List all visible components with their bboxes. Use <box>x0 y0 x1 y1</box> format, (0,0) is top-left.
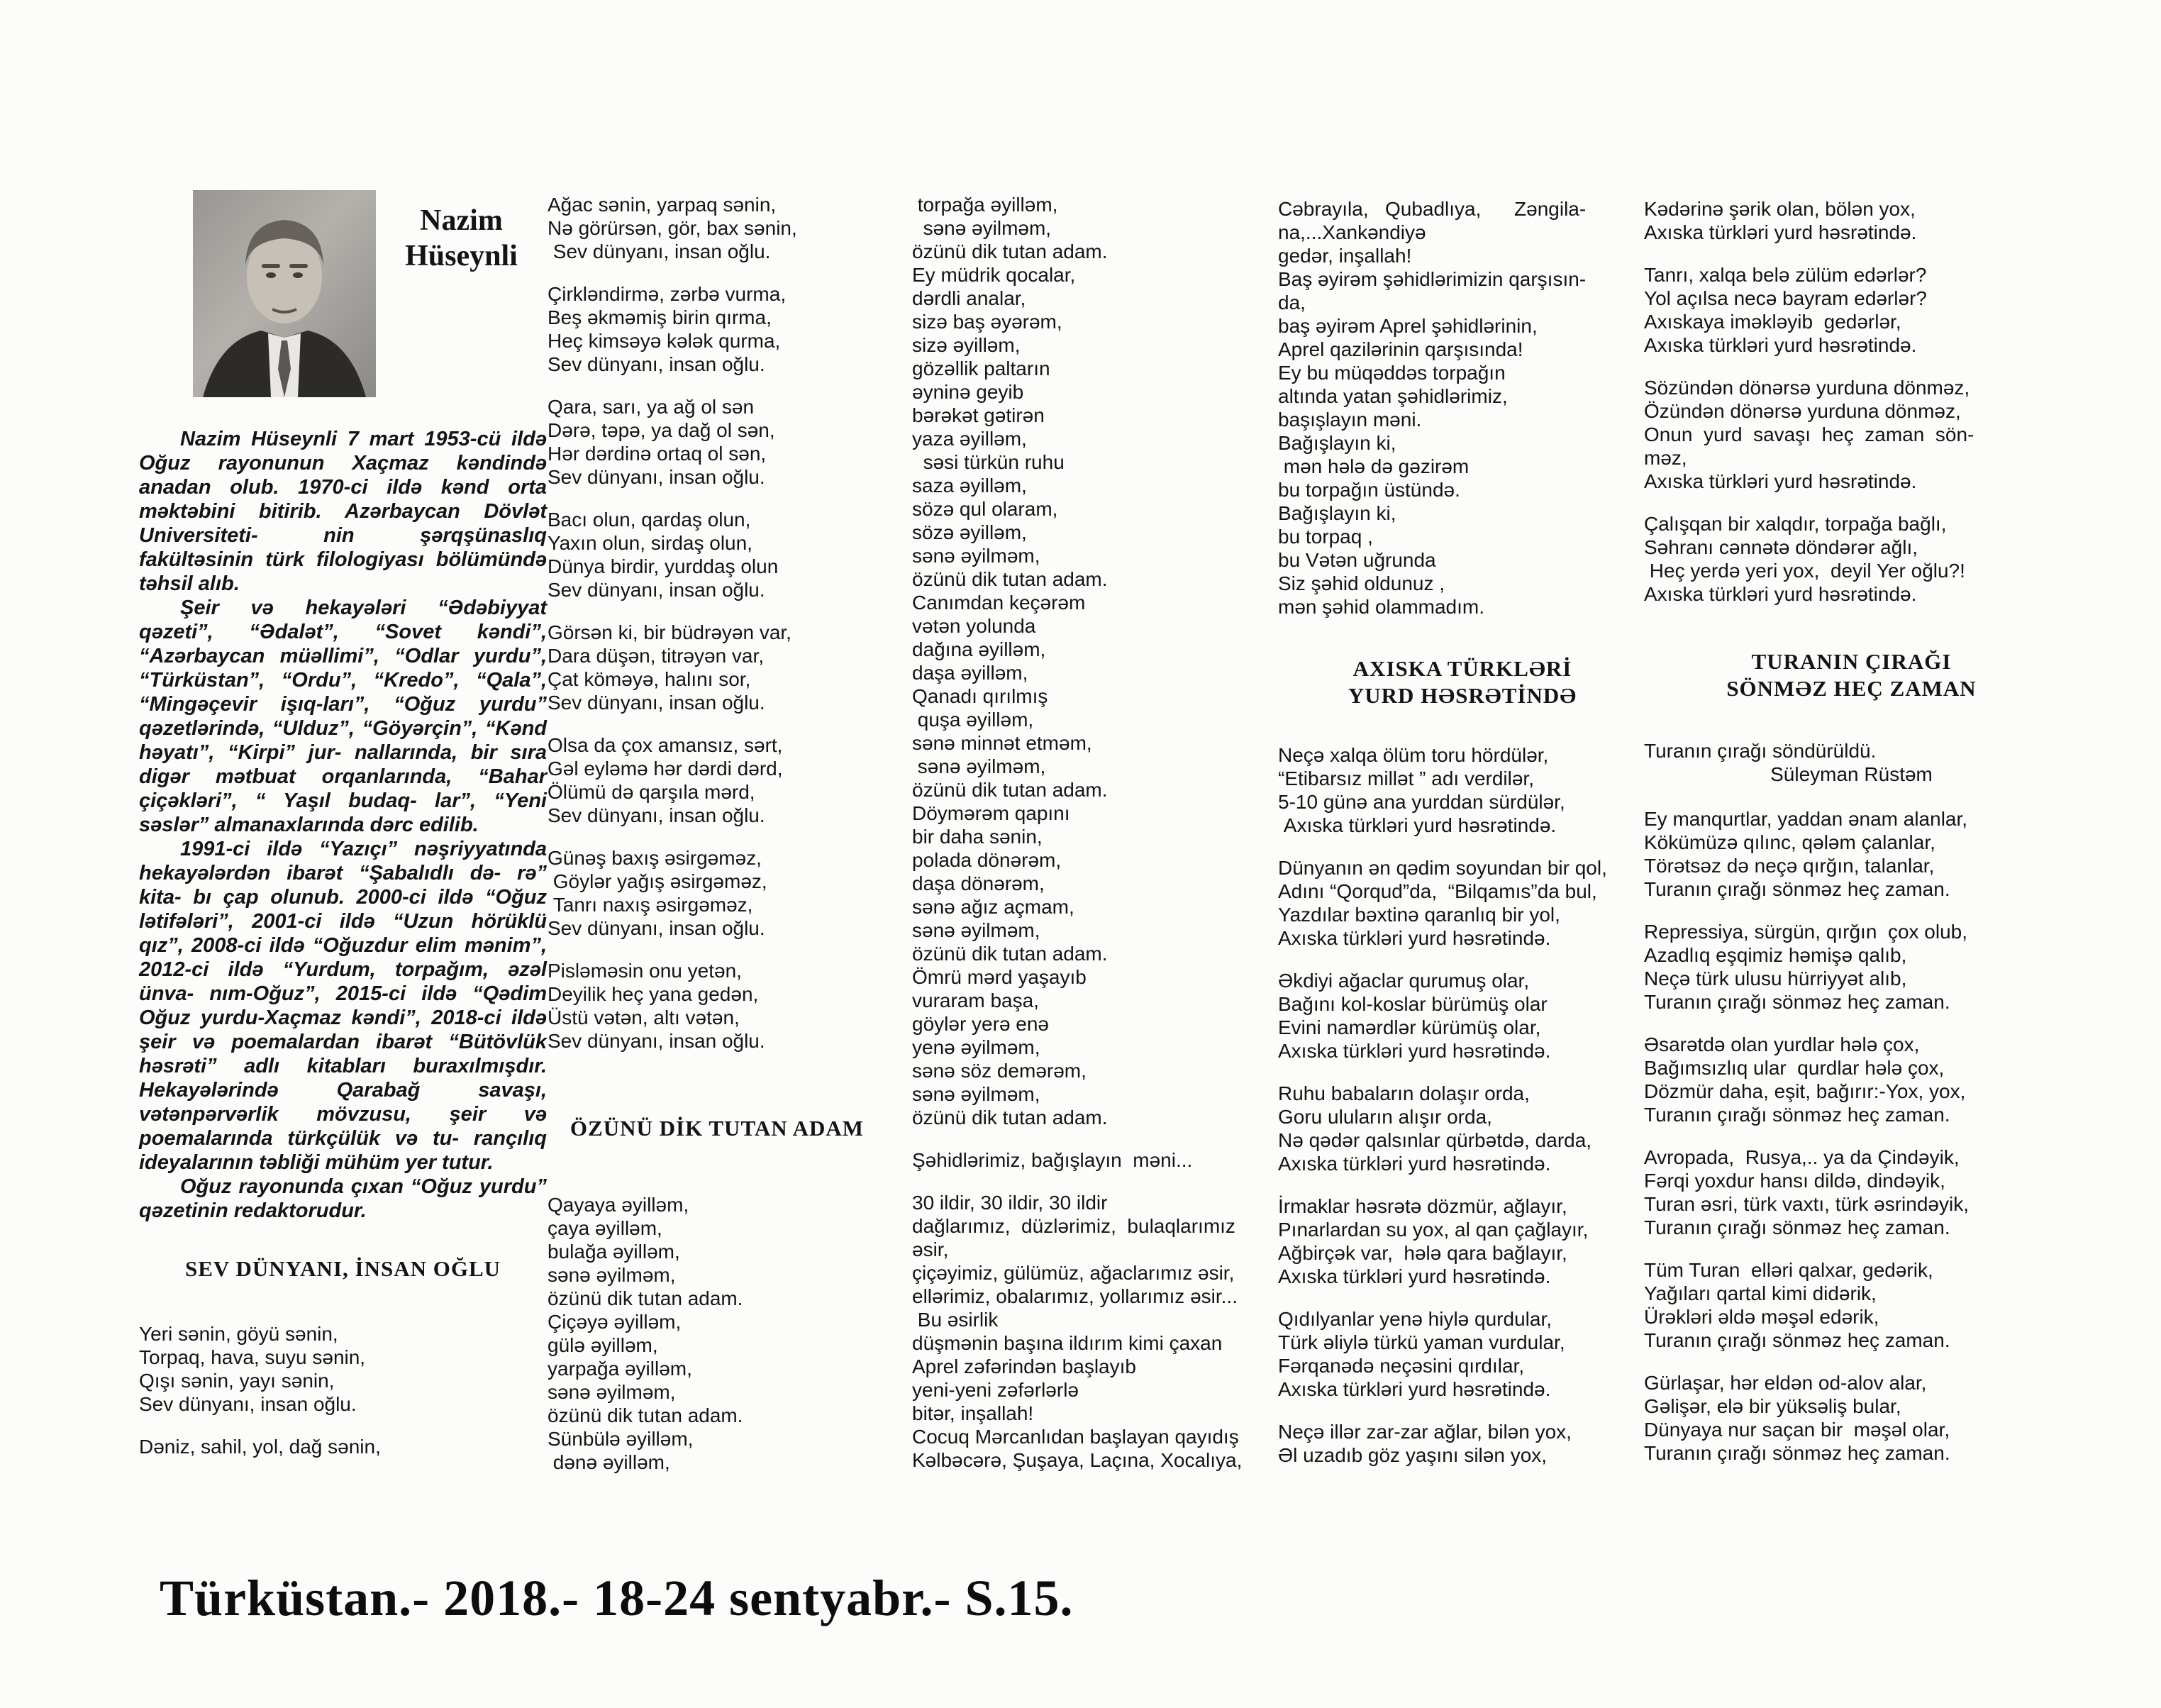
poem-stanza <box>1644 1033 2059 1126</box>
poem-line: Görsən ki, bir büdrəyən var, <box>548 621 791 643</box>
poem-line: Sev dünyanı, insan oğlu. <box>548 466 765 488</box>
poem-line: vətən yolunda <box>912 615 1036 637</box>
poem-line: bulağa əyilləm, <box>548 1241 680 1263</box>
column-5 <box>1644 197 2059 1484</box>
poem-line: Axıska türkləri yurd həsrətində. <box>1644 583 1917 605</box>
poem-line: Aprel zəfərindən başlayıb <box>912 1355 1136 1377</box>
column-1 <box>139 190 547 1477</box>
poem-line: sənə əyilməm, <box>912 919 1040 941</box>
poem-line: Əsarətdə olan yurdlar hələ çox, <box>1644 1033 1920 1055</box>
poem-line: özünü dik tutan adam. <box>912 943 1108 965</box>
biography <box>139 427 547 1223</box>
poem-line: Deyilik heç yana gedən, <box>548 983 759 1005</box>
bio-paragraph: Şeir və hekayələri “Ədəbiyyat qəzeti”, “Ədalət”, “Sovet kəndi”, “Azərbaycan müəllimi”, “Odlar yurdu”, “Türküstan”, “Ordu”, “Kredo”, “Qala”, “Mingəçevir işıq-ları”, “Oğuz yurdu” qəzetlərində, “Ulduz”, “Göyərçin”, “Kənd həyatı”, “Kirpi” jur- nallarında, bir sıra digər mətbuat orqanlarında, “Bahar çiçəkləri”, “ Yaşıl budaq- lar”, “Yeni səslər” almanaxlarında dərc edilib. <box>139 597 547 836</box>
poem-line: Neçə xalqa ölüm toru hördülər, <box>1278 744 1549 766</box>
poem-stanza <box>1644 197 2059 244</box>
poem-line: Sev dünyanı, insan oğlu. <box>548 240 771 262</box>
poem-line: Axıska türkləri yurd həsrətində. <box>1278 927 1551 949</box>
poem-turanin-ciragi <box>1644 807 2059 1465</box>
poem-line: Tanrı, xalqa belə zülüm edərlər? <box>1644 264 1927 286</box>
poem-line: Fərqi yoxdur hansı dildə, dindəyik, <box>1644 1170 1945 1192</box>
poem-line: Çirkləndirmə, zərbə vurma, <box>548 283 787 305</box>
poem-line: Turanın çırağı sönməz heç zaman. <box>1644 1104 1950 1126</box>
poem-stanza <box>1278 1194 1647 1288</box>
poem-stanza <box>1644 263 2059 357</box>
poem-line: yenə əyilməm, <box>912 1036 1040 1058</box>
poem-line: Bağışlayın ki, <box>1278 502 1396 524</box>
poem-ozunu-dik-tutan-adam-continued <box>912 193 1295 1472</box>
poem-title-ozunu-dik-tutan-adam: ÖZÜNÜ DİK TUTAN ADAM <box>570 1116 865 1141</box>
poem-line: Dərə, təpə, ya dağ ol sən, <box>548 419 775 441</box>
poem-line: sənə əyilməm, <box>912 545 1040 567</box>
poem-line: Gürlaşar, hər eldən od-alov alar, <box>1644 1372 1927 1394</box>
poem-stanza <box>1278 969 1647 1063</box>
poem-line: Şəhidlərimiz, bağışlayın məni... <box>912 1149 1193 1171</box>
poem-line: sənə əyilməm, <box>548 1381 676 1403</box>
poem-stanza <box>912 193 1295 1129</box>
poem-line: özünü dik tutan adam. <box>912 568 1108 590</box>
poem-sev-dunyani-continued <box>548 193 887 1053</box>
poem-stanza <box>1278 1420 1647 1467</box>
poem-line: Dözmür daha, eşit, bağırır:-Yox, yox, <box>1644 1080 1966 1102</box>
poem-line: Tüm Turan elləri qalxar, gedərik, <box>1644 1259 1933 1281</box>
poem-line: Qara, sarı, ya ağ ol sən <box>548 396 755 418</box>
poem-line: səsi türkün ruhu <box>912 451 1065 473</box>
poem-line: Neçə illər zar-zar ağlar, bilən yox, <box>1278 1421 1572 1443</box>
poem-title-axiska-turkleri <box>1278 655 1647 709</box>
poem-stanza <box>548 621 887 714</box>
poem-line: Heç kimsəyə kələk qurma, <box>548 330 781 352</box>
poem-line: Nə qədər qalsınlar qürbətdə, darda, <box>1278 1129 1592 1151</box>
poem-line: Ölümü də qarşıla mərd, <box>548 781 755 803</box>
poem-line: torpağa əyilləm, <box>912 194 1058 216</box>
poem-line: Dünyanın ən qədim soyundan bir qol, <box>1278 857 1607 879</box>
author-first-name: Nazim <box>420 204 503 237</box>
poem-line: altında yatan şəhidlərimiz, <box>1278 385 1508 407</box>
poem-line: Repressiya, sürgün, qırğın çox olub, <box>1644 921 1968 943</box>
poem-line: quşa əyilləm, <box>912 709 1034 731</box>
poem-line: Axıskaya iməkləyib gedərlər, <box>1644 311 1901 333</box>
poem-axiska-turkleri <box>1278 743 1647 1467</box>
poem-line: bu torpaq , <box>1278 526 1373 548</box>
poem-line: na,...Xankəndiyə <box>1278 221 1426 243</box>
poem-ozunu-dik-tutan-adam <box>548 1193 887 1474</box>
poem-line: Sev dünyanı, insan oğlu. <box>548 1030 765 1052</box>
poem-line: Axıska türkləri yurd həsrətində. <box>1278 1040 1551 1062</box>
poem-title-turanin-ciragi <box>1644 648 2059 702</box>
poem-line: Nə görürsən, gör, bax sənin, <box>548 217 797 239</box>
poem-title-axiska-line2: YURD HƏSRƏTİNDƏ <box>1348 683 1577 708</box>
poem-axiska-turkleri-continued <box>1644 197 2059 606</box>
poem-continued-sehidler <box>1278 197 1647 619</box>
poem-stanza <box>548 395 887 489</box>
poem-line: mən hələ də gəzirəm <box>1278 455 1470 477</box>
poem-line: Pınarlardan su yox, al qan çağlayır, <box>1278 1219 1589 1241</box>
poem-line: özünü dik tutan adam. <box>912 1107 1108 1128</box>
poem-line: Dünya birdir, yurddaş olun <box>548 555 779 577</box>
poem-line: Qışı sənin, yayı sənin, <box>139 1370 335 1392</box>
poem-line: sənə əyilməm, <box>912 217 1052 239</box>
poem-line: Axıska türkləri yurd həsrətində. <box>1278 1265 1551 1287</box>
poem-stanza <box>1644 1258 2059 1352</box>
poem-line: Olsa da çox amansız, sərt, <box>548 734 783 756</box>
poem-line: bitər, inşallah! <box>912 1402 1034 1424</box>
poem-line: Ruhu babaların dolaşır orda, <box>1278 1082 1530 1104</box>
poem-line: sənə minnət etməm, <box>912 732 1092 754</box>
poem-line: Goru uluların alışır orda, <box>1278 1106 1492 1128</box>
poem-line: sizə əyilləm, <box>912 334 1021 356</box>
poem-line: Beş əkməmiş birin qırma, <box>548 306 772 328</box>
poem-line: Ey manqurtlar, yaddan ənam alanlar, <box>1644 808 1968 830</box>
poem-sev-dunyani <box>139 1322 547 1458</box>
poem-stanza <box>912 1148 1295 1172</box>
poem-line: Səhranı cənnətə döndərər ağlı, <box>1644 536 1918 558</box>
poem-line: sənə söz demərəm, <box>912 1060 1087 1082</box>
poem-line: sənə ağız açmam, <box>912 896 1074 918</box>
poem-line: Aprel qazilərinin qarşısında! <box>1278 338 1523 360</box>
poem-line: Əl uzadıb göz yaşını silən yox, <box>1278 1444 1548 1466</box>
poem-line: Ürəkləri əldə məşəl edərik, <box>1644 1306 1879 1328</box>
poem-line: Avropada, Rusya,.. ya da Çindəyik, <box>1644 1146 1960 1168</box>
poem-stanza <box>1644 1371 2059 1465</box>
poem-stanza <box>1644 807 2059 901</box>
poem-line: Adını “Qorqud”da, “Bilqamıs”da bul, <box>1278 880 1597 902</box>
poem-stanza <box>139 1322 547 1416</box>
poem-line: Ağbirçək var, hələ qara bağlayır, <box>1278 1242 1567 1264</box>
poem-title-axiska-line1: AXISKA TÜRKLƏRİ <box>1352 656 1572 681</box>
poem-line: çaya əyilləm, <box>548 1217 662 1239</box>
poem-line: sizə baş əyərəm, <box>912 311 1062 333</box>
poem-line: Turanın çırağı sönməz heç zaman. <box>1644 878 1950 900</box>
poem-line: daşa əyilləm, <box>912 662 1028 684</box>
poem-line: özünü dik tutan adam. <box>548 1287 743 1309</box>
poem-line: “Etibarsız millət ” adı verdilər, <box>1278 767 1534 789</box>
bio-paragraph: Oğuz rayonunda çıxan “Oğuz yurdu” qəzetinin redaktorudur. <box>139 1175 547 1222</box>
poem-line: Günəş baxış əsirgəməz, <box>548 847 762 869</box>
poem-line: özünü dik tutan adam. <box>548 1404 743 1426</box>
poem-line: Qanadı qırılmış <box>912 685 1048 707</box>
poem-line: ellərimiz, obalarımız, yollarımız əsir... <box>912 1285 1238 1307</box>
poem-line: Turanın çırağı sönməz heç zaman. <box>1644 1442 1950 1464</box>
poem-line: Qıdılyanlar yenə hiylə qurdular, <box>1278 1308 1552 1330</box>
poem-line: Dəniz, sahil, yol, dağ sənin, <box>139 1436 381 1458</box>
poem-line: Yeri sənin, göyü sənin, <box>139 1323 338 1345</box>
poem-line: Sev dünyanı, insan oğlu. <box>548 917 765 939</box>
poem-line: Sev dünyanı, insan oğlu. <box>548 353 765 375</box>
poem-line: Turanın çırağı sönməz heç zaman. <box>1644 1216 1950 1238</box>
poem-line: bərəkət gətirən <box>912 404 1045 426</box>
poem-line: Dünyaya nur saçan bir məşəl olar, <box>1644 1419 1950 1441</box>
poem-line: yeni-yeni zəfərlərlə <box>912 1379 1079 1401</box>
poem-line: gülə əyilləm, <box>548 1334 658 1356</box>
poem-stanza <box>139 1435 547 1458</box>
poem-line: Cəbrayıla, Qubadlıya, Zəngila- <box>1278 198 1587 220</box>
poem-stanza <box>1644 376 2059 493</box>
poem-line: vuraram başa, <box>912 989 1039 1011</box>
poem-line: sözə qul olaram, <box>912 498 1058 520</box>
poem-line: çiçəyimiz, gülümüz, ağaclarımız əsir, <box>912 1262 1235 1284</box>
poem-line: Bağını kol-koslar bürümüş olar <box>1278 993 1548 1015</box>
poem-line: Çat köməyə, halını sor, <box>548 668 751 690</box>
poem-line: dağlarımız, düzlərimiz, bulaqlarımız <box>912 1215 1235 1237</box>
poem-line: Gəlişər, elə bir yüksəliş bular, <box>1644 1395 1901 1417</box>
poem-line: Törətsəz də neçə qırğın, talanlar, <box>1644 855 1935 877</box>
poem-line: Hər dərdinə ortaq ol sən, <box>548 443 767 465</box>
poem-line: Tanrı naxış əsirgəməz, <box>548 894 753 916</box>
poem-line: daşa dönərəm, <box>912 872 1045 894</box>
poem-line: özünü dik tutan adam. <box>912 240 1108 262</box>
poem-title-sev-dunyani: SEV DÜNYANI, İNSAN OĞLU <box>184 1256 501 1281</box>
poem-stanza <box>548 1193 887 1474</box>
poem-line: Torpaq, hava, suyu sənin, <box>139 1346 366 1368</box>
author-block <box>139 190 547 397</box>
poem-line: mən şəhid olammadım. <box>1278 596 1485 618</box>
poem-line: Göylər yağış əsirgəməz, <box>548 870 767 892</box>
poem-line: yarpağa əyilləm, <box>548 1358 692 1380</box>
poem-line: Türk əliylə türkü yaman vurdular, <box>1278 1331 1565 1353</box>
poem-stanza <box>1644 512 2059 606</box>
poem-line: Turan əsri, türk vaxtı, türk əsrindəyik, <box>1644 1193 1969 1215</box>
poem-line: Axıska türkləri yurd həsrətində. <box>1278 814 1557 836</box>
poem-stanza <box>548 508 887 601</box>
poem-stanza <box>1278 1082 1647 1175</box>
poem-line: Azadlıq eşqimiz həmişə qalıb, <box>1644 944 1907 966</box>
poem-line: düşmənin başına ildırım kimi çaxan <box>912 1332 1223 1354</box>
poem-stanza <box>912 1191 1295 1472</box>
poem-line: sənə əyilməm, <box>912 755 1046 777</box>
poem-line: Özündən dönərsə yurduna dönməz, <box>1644 400 1961 422</box>
poem-line: Sünbülə əyilləm, <box>548 1428 694 1450</box>
poem-line: da, <box>1278 292 1306 314</box>
poem-line: yaza əyilləm, <box>912 428 1027 450</box>
poem-line: Siz şəhid oldunuz , <box>1278 572 1445 594</box>
poem-line: baş əyirəm Aprel şəhidlərinin, <box>1278 315 1538 337</box>
poem-line: Heç yerdə yeri yox, deyil Yer oğlu?! <box>1644 560 1965 582</box>
poem-line: məz, <box>1644 447 1687 469</box>
poem-stanza <box>1644 1146 2059 1239</box>
poem-line: əyninə geyib <box>912 381 1024 403</box>
poem-epigraph: Turanın çırağı söndürüldü. <box>1644 740 1877 762</box>
poem-line: Sev dünyanı, insan oğlu. <box>548 579 765 601</box>
poem-line: Yaxın olun, sirdaş olun, <box>548 532 752 554</box>
poem-line: gedər, inşallah! <box>1278 245 1412 267</box>
poem-stanza <box>548 193 887 263</box>
author-last-name: Hüseynli <box>405 240 518 272</box>
poem-line: Kədərinə şərik olan, bölən yox, <box>1644 198 1916 220</box>
poem-line: Axıska türkləri yurd həsrətində. <box>1278 1378 1551 1400</box>
poem-line: Onun yurd savaşı heç zaman sön- <box>1644 423 1974 445</box>
poem-line: Turanın çırağı sönməz heç zaman. <box>1644 1329 1950 1351</box>
citation-footer: Türküstan.- 2018.- 18-24 sentyabr.- S.15. <box>160 1570 1074 1626</box>
poem-line: Bacı olun, qardaş olun, <box>548 509 751 531</box>
poem-line: Gəl eyləmə hər dərdi dərd, <box>548 758 783 780</box>
author-name <box>376 190 547 274</box>
poem-line: Axıska türkləri yurd həsrətində. <box>1644 470 1917 492</box>
poem-stanza <box>548 846 887 940</box>
poem-stanza <box>1278 743 1647 837</box>
poem-line: 30 ildir, 30 ildir, 30 ildir <box>912 1192 1108 1214</box>
poem-stanza <box>1644 920 2059 1014</box>
poem-stanza <box>548 282 887 376</box>
poem-line: Axıska türkləri yurd həsrətində. <box>1644 334 1917 356</box>
column-4 <box>1278 197 1647 1486</box>
poem-line: Kəlbəcərə, Şuşaya, Laçına, Xocalıya, <box>912 1449 1243 1471</box>
poem-line: Əkdiyi ağaclar qurumuş olar, <box>1278 970 1530 992</box>
poem-title-turanin-line1: TURANIN ÇIRAĞI <box>1751 649 1952 674</box>
poem-line: Canımdan keçərəm <box>912 592 1086 614</box>
poem-line: Ey bu müqəddəs torpağın <box>1278 362 1506 384</box>
poem-stanza <box>548 733 887 827</box>
poem-line: Turanın çırağı sönməz heç zaman. <box>1644 991 1950 1013</box>
poem-line: əsir, <box>912 1238 949 1260</box>
bio-paragraph: 1991-ci ildə “Yazıçı” nəşriyyatında hekayələrdən ibarət “Şabalıdlı də- rə” kita- bı çap olunub. 2000-ci ildə “Oğuz lətifələri”, 2001-ci ildə “Uzun hörüklü qız”, 2008-ci ildə “Oğuzdur elim mənim”, 2012-ci ildə “Yurdum, torpağım, əzəl ünva- nım-Oğuz”, 2015-ci ildə “Qədim Oğuz yurdu-Xaçmaz kəndi”, 2018-ci ildə şeir və poemalardan ibarət “Bütövlük həsrəti” adlı kitabları buraxılmışdır. Hekayələrində Qarabağ savaşı, vətənpərvərlik mövzusu, şeir və poemalarında türkçülük və tu- rançılıq ideyalarının təbliği mühüm yer tutur. <box>139 838 547 1174</box>
poem-stanza <box>548 959 887 1053</box>
poem-line: Axıska türkləri yurd həsrətində. <box>1278 1153 1551 1175</box>
poem-line: sənə əyilməm, <box>912 1083 1040 1105</box>
poem-line: Evini namərdlər kürümüş olar, <box>1278 1016 1541 1038</box>
poem-line: bu Vətən uğrunda <box>1278 549 1436 571</box>
poem-line: Bağımsızlıq ular qurdlar hələ çox, <box>1644 1057 1945 1079</box>
poem-line: özünü dik tutan adam. <box>912 779 1108 801</box>
poem-line: bir daha sənin, <box>912 826 1043 848</box>
poem-epigraph-attribution: Süleyman Rüstəm <box>1770 763 1933 785</box>
poem-line: Bu əsirlik <box>912 1309 999 1331</box>
poem-line: göylər yerə enə <box>912 1013 1050 1035</box>
poem-line: Cocuq Mərcanlıdan başlayan qayıdış <box>912 1426 1239 1448</box>
poem-line: Neçə türk ulusu hürriyyət alıb, <box>1644 967 1907 989</box>
column-2 <box>548 193 887 1493</box>
poem-line: Axıska türkləri yurd həsrətində. <box>1644 221 1917 243</box>
poem-line: Baş əyirəm şəhidlərimizin qarşısın- <box>1278 268 1587 290</box>
poem-line: polada dönərəm, <box>912 849 1062 871</box>
poem-line: dənə əyilləm, <box>548 1451 670 1473</box>
poem-line: Sev dünyanı, insan oğlu. <box>548 692 765 714</box>
column-3 <box>912 193 1295 1491</box>
poem-line: sənə əyilməm, <box>548 1264 676 1286</box>
poem-line: 5-10 günə ana yurddan sürdülər, <box>1278 791 1565 813</box>
poem-line: Dara düşən, titrəyən var, <box>548 645 765 667</box>
poem-line: Sözündən dönərsə yurduna dönməz, <box>1644 377 1970 399</box>
poem-line: Yazdılar bəxtinə qaranlıq bir yol, <box>1278 904 1560 926</box>
poem-line: Fərqanədə neçəsini qırdılar, <box>1278 1355 1525 1377</box>
poem-line: Çalışqan bir xalqdır, torpağa bağlı, <box>1644 513 1947 535</box>
poem-line: Yol açılsa necə bayram edərlər? <box>1644 287 1927 309</box>
poem-line: dağına əyilləm, <box>912 638 1046 660</box>
poem-stanza <box>1278 856 1647 950</box>
poem-line: saza əyilləm, <box>912 475 1027 497</box>
poem-line: Qayaya əyilləm, <box>548 1194 689 1216</box>
poem-line: Ey müdrik qocalar, <box>912 264 1076 286</box>
poem-line: Üstü vətən, altı vətən, <box>548 1006 740 1028</box>
poem-line: Döymərəm qapını <box>912 802 1070 824</box>
poem-line: Sev dünyanı, insan oğlu. <box>139 1393 357 1415</box>
poem-line: Bağışlayın ki, <box>1278 432 1396 454</box>
poem-line: Ömrü mərd yaşayıb <box>912 966 1087 988</box>
poem-line: Yağıları qartal kimi didərik, <box>1644 1282 1877 1304</box>
poem-line: Ağac sənin, yarpaq sənin, <box>548 194 777 216</box>
poem-line: İrmaklar həsrətə dözmür, ağlayır, <box>1278 1195 1567 1217</box>
author-photo <box>193 190 376 397</box>
poem-title-turanin-line2: SÖNMƏZ HEÇ ZAMAN <box>1726 676 1977 701</box>
poem-line: Pisləməsin onu yetən, <box>548 960 742 982</box>
poem-line: bu torpağın üstündə. <box>1278 479 1460 501</box>
poem-line: başışlayın məni. <box>1278 409 1422 431</box>
poem-stanza <box>1278 197 1647 619</box>
poem-line: gözəllik paltarın <box>912 357 1050 379</box>
portrait-illustration <box>193 190 376 397</box>
poem-line: Çiçəyə əyilləm, <box>548 1311 682 1333</box>
bio-paragraph: Nazim Hüseynli 7 mart 1953-cü ildə Oğuz rayonunun Xaçmaz kəndində anadan olub. 1970-ci ildə kənd orta məktəbini bitirib. Azərbaycan Dövlət Universiteti- nin şərqşünaslıq fakültəsinin türk filologiyası bölümündə təhsil alıb. <box>139 428 547 595</box>
poem-line: dərdli analar, <box>912 287 1026 309</box>
poem-line: Sev dünyanı, insan oğlu. <box>548 804 765 826</box>
poem-stanza <box>1278 1307 1647 1401</box>
poem-line: sözə əyilləm, <box>912 521 1027 543</box>
poem-line: Kökümüzə qılınc, qələm çalanlar, <box>1644 831 1935 853</box>
